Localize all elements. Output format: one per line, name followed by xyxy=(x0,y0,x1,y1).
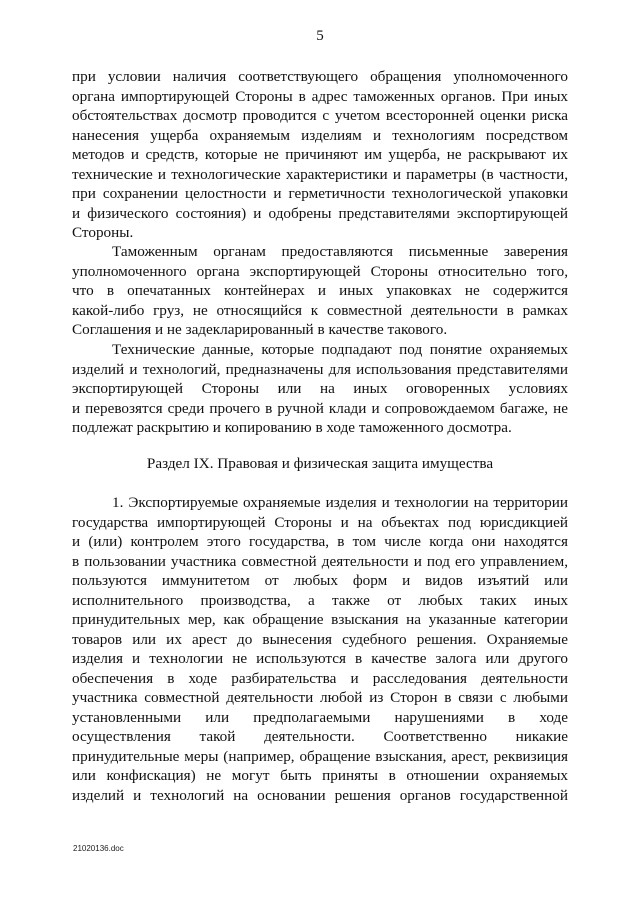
text-line: установленными или предполагаемыми нарушениями в ходе xyxy=(72,708,568,726)
document-file-id: 21020136.doc xyxy=(73,844,124,853)
text-line: обстоятельствах досмотр проводится с учетом всесторонней оценки риска xyxy=(72,107,568,124)
paragraph-technical-data xyxy=(72,340,568,438)
paragraph-customs-inspection xyxy=(72,67,568,243)
text-line: и физического состояния) и одобрены представителями экспортирующей xyxy=(72,204,568,222)
text-line: изделий и технологий на основании решения органов государственной xyxy=(72,786,568,804)
page-number: 5 xyxy=(316,28,324,44)
text-line: при сохранении целостности и герметичности технологической упаковки xyxy=(72,185,568,202)
text-line: нанесения ущерба охраняемым изделиям и технологиям посредством xyxy=(72,126,568,144)
text-line: экспортирующей Стороны или на иных оговоренных условиях xyxy=(72,380,568,397)
text-line: органа импортирующей Стороны в адрес таможенных органов. При иных xyxy=(72,87,568,105)
text-line: подлежат раскрытию и копированию в ходе таможенного досмотра. xyxy=(72,419,512,436)
text-line: Таможенным органам предоставляются письменные заверения xyxy=(112,243,568,260)
text-line: товаров или их арест до вынесения судебного решения. Охраняемые xyxy=(72,630,568,648)
text-line: осуществления такой деятельности. Соответственно никакие xyxy=(72,728,568,745)
text-line: или конфискация) не могут быть приняты в отношении охраняемых xyxy=(72,767,568,784)
text-line: что в опечатанных контейнерах и иных упаковках не содержится xyxy=(72,282,568,299)
text-line: и (или) контролем этого государства, в том числе когда они находятся xyxy=(72,533,568,550)
text-line: какой-либо груз, не относящийся к совместной деятельности в рамках xyxy=(72,301,568,319)
text-line: Технические данные, которые подпадают под понятие охраняемых xyxy=(112,341,568,358)
text-line: при условии наличия соответствующего обращения уполномоченного xyxy=(72,68,568,85)
text-line: обеспечения в ходе разбирательства и расследования деятельности xyxy=(72,669,568,687)
text-line: изделия и технологии не используются в качестве залога или другого xyxy=(72,650,568,667)
text-line: уполномоченного органа экспортирующей Стороны относительно того, xyxy=(72,262,568,280)
text-line: пользуются иммунитетом от любых форм и видов изъятий или xyxy=(72,572,568,589)
text-line: в пользовании участника совместной деятельности и под его управлением, xyxy=(72,552,568,570)
text-line: изделий и технологий, предназначены для использования представителями xyxy=(72,360,568,378)
text-line: принудительных мер, как обращение взыскания на указанные категории xyxy=(72,611,568,628)
text-line: Соглашения и не задекларированный в качестве такового. xyxy=(72,321,448,338)
text-line: 1. Экспортируемые охраняемые изделия и технологии на территории xyxy=(112,494,568,511)
text-line: и перевозятся среди прочего в ручной клади и сопровождаемом багаже, не xyxy=(72,399,568,417)
text-line: Стороны. xyxy=(72,224,134,241)
text-line: государства импортирующей Стороны и на объектах под юрисдикцией xyxy=(72,513,568,531)
paragraph-section-1 xyxy=(72,493,568,805)
text-line: участника совместной деятельности любой из Сторон в связи с любыми xyxy=(72,689,568,706)
text-line: методов и средств, которые не причиняют им ущерба, не раскрывают их xyxy=(72,146,568,163)
text-line: принудительные меры (например, обращение взыскания, арест, реквизиция xyxy=(72,747,568,765)
paragraph-written-assurances xyxy=(72,242,568,340)
section-heading: Раздел IX. Правовая и физическая защита имущества xyxy=(146,455,494,472)
text-line: технические и технологические характеристики и параметры (в частности, xyxy=(72,165,568,183)
text-line: исполнительного производства, а также от любых таких иных xyxy=(72,591,568,609)
